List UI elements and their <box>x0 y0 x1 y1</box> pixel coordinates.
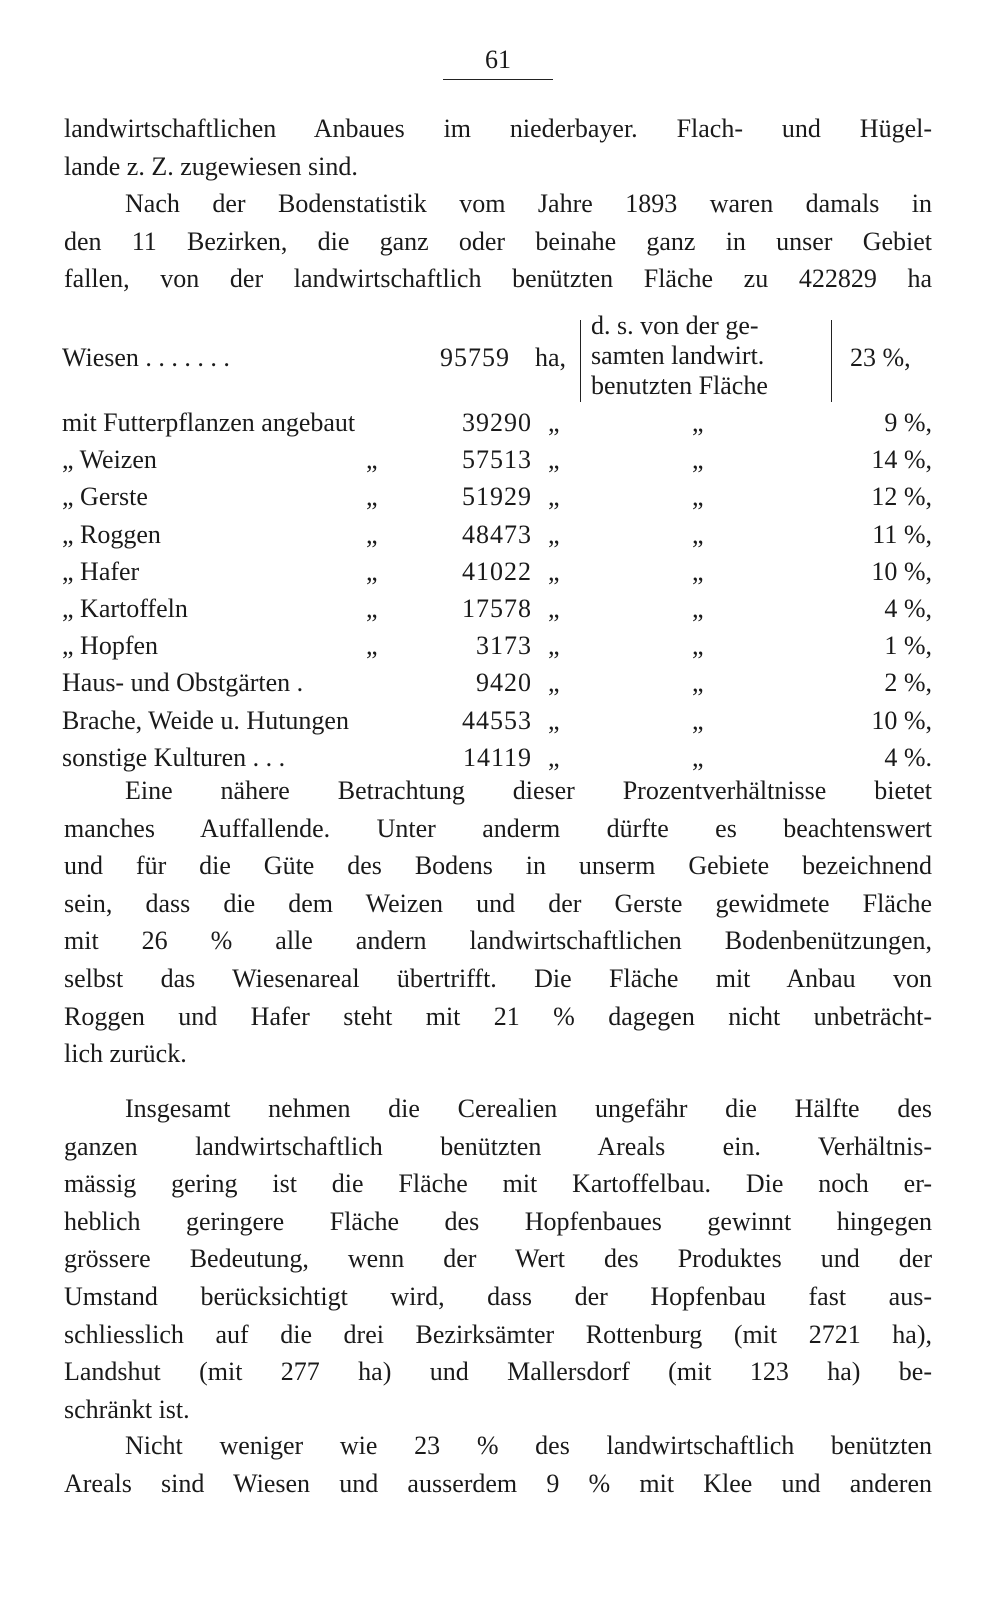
ditto-mark: „ <box>366 519 378 549</box>
row-percent: 14 %, <box>871 445 932 475</box>
table-row <box>0 405 1000 441</box>
intro-paragraph <box>64 110 932 185</box>
row-value: 57513 <box>462 445 532 475</box>
ditto-mark: „ <box>548 482 560 512</box>
text-line: und für die Güte des Bodens in unserm Gebiete bezeichnend <box>64 851 932 881</box>
note-line: samten landwirt. <box>591 341 765 370</box>
row-value: 48473 <box>462 519 532 549</box>
ditto-mark: „ <box>548 594 560 623</box>
row-label: Brache, Weide u. Hutungen <box>62 705 349 735</box>
table-row <box>0 665 1000 701</box>
text-line: Nach der Bodenstatistik vom Jahre 1893 waren damals in <box>125 189 932 218</box>
row-label: mit Futterpflanzen angebaut <box>62 408 356 437</box>
row-value: 41022 <box>462 556 532 586</box>
wiesen-note-brace <box>580 311 832 402</box>
text-line: landwirtschaftlichen Anbaues im niederbayer. Flach- und Hügel- <box>64 114 932 143</box>
text-line: Insgesamt nehmen die Cerealien ungefähr die Hälfte des <box>125 1094 932 1123</box>
text-line: schränkt ist. <box>64 1394 190 1424</box>
table-row <box>0 479 1000 515</box>
text-line: Umstand berücksichtigt wird, dass der Hopfenbau fast aus- <box>64 1281 932 1311</box>
row-percent: 12 %, <box>871 482 932 512</box>
row-label: „ Gerste <box>62 482 148 512</box>
text-line: heblich geringere Fläche des Hopfenbaues gewinnt hingegen <box>64 1206 932 1236</box>
row-percent: 9 %, <box>884 408 932 437</box>
ditto-mark: „ <box>692 445 704 475</box>
ditto-mark: „ <box>366 445 378 475</box>
row-percent: 4 %. <box>884 742 932 772</box>
row-label: sonstige Kulturen . . . <box>62 742 286 772</box>
row-percent: 4 %, <box>884 594 932 623</box>
ditto-mark: „ <box>692 668 704 698</box>
text-line: lande z. Z. zugewiesen sind. <box>64 151 358 181</box>
row-value: 44553 <box>462 705 532 735</box>
text-line: mässig gering ist die Fläche mit Kartoffelbau. Die noch er- <box>64 1169 932 1199</box>
ditto-mark: „ <box>548 705 560 735</box>
row-label: „ Roggen <box>62 519 161 549</box>
note-line: benutzten Fläche <box>591 371 768 400</box>
paragraph-prozentverhaeltnisse <box>64 772 932 1073</box>
ditto-mark: „ <box>692 482 704 512</box>
wiesen-unit: ha, <box>535 343 567 372</box>
wiesen-percent: 23 %, <box>850 343 911 372</box>
text-line: den 11 Bezirken, die ganz oder beinahe ganz in unser Gebiet <box>64 226 932 256</box>
row-percent: 1 %, <box>884 631 932 661</box>
paragraph-cerealien <box>64 1090 932 1428</box>
text-line: manches Auffallende. Unter anderm dürfte es beachtenswert <box>64 813 932 843</box>
row-label: Haus- und Obstgärten . <box>62 668 304 698</box>
note-line: d. s. von der ge- <box>591 311 759 340</box>
ditto-mark: „ <box>692 742 704 772</box>
row-label: „ Hafer <box>62 556 140 586</box>
text-line: Landshut (mit 277 ha) und Mallersdorf (mit 123 ha) be- <box>64 1357 932 1387</box>
text-line: Nicht weniger wie 23 % des landwirtschaftlich benützten <box>125 1431 932 1460</box>
ditto-mark: „ <box>548 408 560 437</box>
ditto-mark: „ <box>366 556 378 586</box>
ditto-mark: „ <box>692 556 704 586</box>
text-line: schliesslich auf die drei Bezirksämter Rottenburg (mit 2721 ha), <box>64 1319 932 1349</box>
row-value: 9420 <box>476 668 532 698</box>
ditto-mark: „ <box>548 519 560 549</box>
row-percent: 10 %, <box>871 556 932 586</box>
text-line: ganzen landwirtschaftlich benützten Areals ein. Verhältnis- <box>64 1131 932 1161</box>
table-row <box>0 442 1000 478</box>
table-row <box>0 554 1000 590</box>
text-line: grössere Bedeutung, wenn der Wert des Produktes und der <box>64 1244 932 1274</box>
ditto-mark: „ <box>692 408 704 437</box>
row-label: „ Weizen <box>62 445 157 475</box>
ditto-mark: „ <box>366 482 378 512</box>
ditto-mark: „ <box>548 668 560 698</box>
text-line: Eine nähere Betrachtung dieser Prozentverhältnisse bietet <box>125 776 932 805</box>
row-percent: 2 %, <box>884 668 932 698</box>
text-line: mit 26 % alle andern landwirtschaftlichen Bodenbenützungen, <box>64 926 932 956</box>
ditto-mark: „ <box>548 556 560 586</box>
table-row <box>0 628 1000 664</box>
table-row <box>0 740 1000 776</box>
ditto-mark: „ <box>548 631 560 661</box>
text-line: Roggen und Hafer steht mit 21 % dagegen nicht unbeträcht- <box>64 1001 932 1031</box>
ditto-mark: „ <box>692 594 704 623</box>
ditto-mark: „ <box>692 705 704 735</box>
ditto-mark: „ <box>692 631 704 661</box>
row-value: 51929 <box>462 482 532 512</box>
page-number: 61 <box>443 44 553 80</box>
row-value: 39290 <box>462 408 532 437</box>
ditto-mark: „ <box>692 519 704 549</box>
table-row <box>0 591 1000 627</box>
text-line: sein, dass die dem Weizen und der Gerste gewidmete Fläche <box>64 888 932 918</box>
ditto-mark: „ <box>366 594 378 623</box>
wiesen-value: 95759 <box>440 343 510 372</box>
table-row <box>0 703 1000 739</box>
table-row <box>0 517 1000 553</box>
text-line: selbst das Wiesenareal übertrifft. Die Fläche mit Anbau von <box>64 963 932 993</box>
text-line: Areals sind Wiesen und ausserdem 9 % mit Klee und anderen <box>64 1468 932 1498</box>
row-value: 3173 <box>476 631 532 661</box>
paragraph-bodenstatistik <box>64 185 932 298</box>
row-percent: 11 %, <box>872 519 932 549</box>
row-percent: 10 %, <box>871 705 932 735</box>
ditto-mark: „ <box>548 742 560 772</box>
text-line: fallen, von der landwirtschaftlich benützten Fläche zu 422829 ha <box>64 264 932 294</box>
text-line: lich zurück. <box>64 1039 187 1069</box>
row-value: 14119 <box>462 742 532 772</box>
ditto-mark: „ <box>366 631 378 661</box>
paragraph-wiesen <box>64 1427 932 1502</box>
row-label: „ Hopfen <box>62 631 159 661</box>
ditto-mark: „ <box>548 445 560 475</box>
row-value: 17578 <box>462 594 532 623</box>
wiesen-label: Wiesen . . . . . . . <box>62 343 230 372</box>
row-label: „ Kartoffeln <box>62 594 188 623</box>
